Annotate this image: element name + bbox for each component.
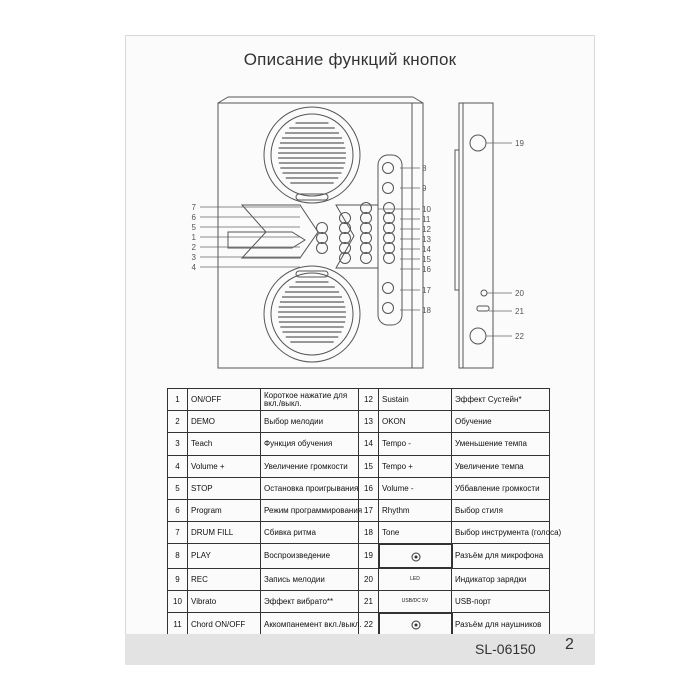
button-description: Увеличение громкости — [261, 455, 359, 477]
callout-number: 15 — [422, 255, 431, 264]
device-button — [361, 253, 372, 264]
callout-number: 11 — [422, 215, 431, 224]
button-name: DEMO — [188, 411, 261, 433]
button-description: Выбор мелодии — [261, 411, 359, 433]
button-description: Эффект Сустейн* — [452, 389, 550, 411]
row-number: 19 — [359, 544, 379, 568]
button-name — [379, 544, 453, 567]
callout-number: 16 — [422, 265, 431, 274]
page-number: 2 — [565, 636, 574, 653]
button-name: Volume + — [188, 455, 261, 477]
device-button — [361, 233, 372, 244]
button-name: PLAY — [188, 544, 261, 568]
button-description: Выбор инструмента (голоса) — [452, 522, 550, 544]
callout-number: 6 — [191, 213, 196, 222]
button-name: Program — [188, 499, 261, 521]
row-number: 2 — [168, 411, 188, 433]
device-button — [384, 233, 395, 244]
row-number: 12 — [359, 389, 379, 411]
device-button — [317, 233, 328, 244]
device-button — [384, 253, 395, 264]
device-button — [361, 243, 372, 254]
row-number: 20 — [359, 568, 379, 590]
callout-number: 17 — [422, 286, 431, 295]
button-description: Выбор стиля — [452, 499, 550, 521]
speaker-bottom — [264, 266, 360, 362]
table-row — [168, 433, 550, 455]
row-number: 18 — [359, 522, 379, 544]
button-description: Сбивка ритма — [261, 522, 359, 544]
row-number: 4 — [168, 455, 188, 477]
button-name: Rhythm — [379, 499, 452, 521]
table-row — [168, 389, 550, 411]
callout-number: 7 — [191, 203, 196, 212]
device-front — [218, 97, 423, 368]
button-name: Tone — [379, 522, 452, 544]
button-description: Обучение — [452, 411, 550, 433]
device-button — [384, 243, 395, 254]
functions-table — [167, 388, 562, 637]
callout-number: 8 — [422, 164, 427, 173]
table-row — [168, 477, 550, 499]
button-description: Уббавление громкости — [452, 477, 550, 499]
callout-number: 2 — [191, 243, 196, 252]
table-row — [168, 522, 550, 544]
device-button — [361, 203, 372, 214]
device-button — [383, 183, 394, 194]
button-name: Volume - — [379, 477, 452, 499]
callout-number: 20 — [515, 289, 524, 298]
button-description: Увеличение темпа — [452, 455, 550, 477]
model-number: SL-06150 — [475, 641, 536, 657]
device-button — [361, 223, 372, 234]
button-description: Запись мелодии — [261, 568, 359, 590]
device-button — [384, 203, 395, 214]
button-description: Режим программирования — [261, 499, 359, 521]
button-name: Tempo - — [379, 433, 452, 455]
page-title: Описание функций кнопок — [243, 50, 457, 69]
button-description: Эффект вибрато** — [261, 590, 359, 612]
device-button — [383, 303, 394, 314]
row-number: 17 — [359, 499, 379, 521]
button-name: Sustain — [379, 389, 452, 411]
button-name: REC — [188, 568, 261, 590]
row-number: 10 — [168, 590, 188, 612]
table-row — [168, 499, 550, 521]
callout-number: 4 — [191, 263, 196, 272]
button-name: ON/OFF — [188, 389, 261, 411]
button-description: Воспроизведение — [261, 544, 359, 568]
button-name: Chord ON/OFF — [188, 612, 261, 636]
button-description: Уменьшение темпа — [452, 433, 550, 455]
row-number: 7 — [168, 522, 188, 544]
callout-number: 3 — [191, 253, 196, 262]
callout-number: 1 — [191, 233, 196, 242]
table-row — [168, 568, 550, 590]
button-name: LED — [379, 568, 452, 590]
row-number: 22 — [359, 612, 379, 636]
button-description: Короткое нажатие для вкл./выкл. — [261, 389, 359, 411]
row-number: 13 — [359, 411, 379, 433]
row-number: 3 — [168, 433, 188, 455]
row-number: 6 — [168, 499, 188, 521]
row-number: 16 — [359, 477, 379, 499]
device-button — [340, 213, 351, 224]
table-row — [168, 612, 550, 636]
callout-number: 14 — [422, 245, 431, 254]
row-number: 8 — [168, 544, 188, 568]
button-name: OKON — [379, 411, 452, 433]
button-description: USB-порт — [452, 590, 550, 612]
headphone-jack-icon — [409, 618, 423, 630]
row-number: 11 — [168, 612, 188, 636]
button-name: Tempo + — [379, 455, 452, 477]
button-name: Vibrato — [188, 590, 261, 612]
callout-number: 5 — [191, 223, 196, 232]
callout-number: 19 — [515, 139, 524, 148]
device-button — [317, 243, 328, 254]
button-name: Teach — [188, 433, 261, 455]
callout-number: 21 — [515, 307, 524, 316]
table-row — [168, 590, 550, 612]
button-description: Разъём для наушников — [452, 612, 550, 636]
row-number: 14 — [359, 433, 379, 455]
device-button — [317, 223, 328, 234]
button-name: DRUM FILL — [188, 522, 261, 544]
callout-number: 13 — [422, 235, 431, 244]
button-description: Аккомпанемент вкл./выкл. — [261, 612, 359, 636]
row-number: 9 — [168, 568, 188, 590]
row-number: 1 — [168, 389, 188, 411]
speaker-top — [264, 107, 360, 203]
button-description: Остановка проигрывания — [261, 477, 359, 499]
button-description: Функция обучения — [261, 433, 359, 455]
table-row — [168, 544, 550, 568]
table-row — [168, 455, 550, 477]
callout-number: 9 — [422, 184, 427, 193]
device-button — [361, 213, 372, 224]
row-number: 5 — [168, 477, 188, 499]
callout-number: 22 — [515, 332, 524, 341]
device-button — [383, 163, 394, 174]
button-description: Разъём для микрофона — [452, 544, 550, 568]
row-number: 21 — [359, 590, 379, 612]
button-name: USB/DC 5V — [379, 590, 452, 612]
device-button — [383, 283, 394, 294]
button-name — [379, 613, 453, 636]
microphone-jack-icon — [409, 550, 423, 562]
button-description: Индикатор зарядки — [452, 568, 550, 590]
device-button — [384, 213, 395, 224]
table-row — [168, 411, 550, 433]
button-name: STOP — [188, 477, 261, 499]
row-number: 15 — [359, 455, 379, 477]
callout-number: 10 — [422, 205, 431, 214]
device-button — [384, 223, 395, 234]
device-button — [340, 233, 351, 244]
callout-number: 12 — [422, 225, 431, 234]
callout-number: 18 — [422, 306, 431, 315]
